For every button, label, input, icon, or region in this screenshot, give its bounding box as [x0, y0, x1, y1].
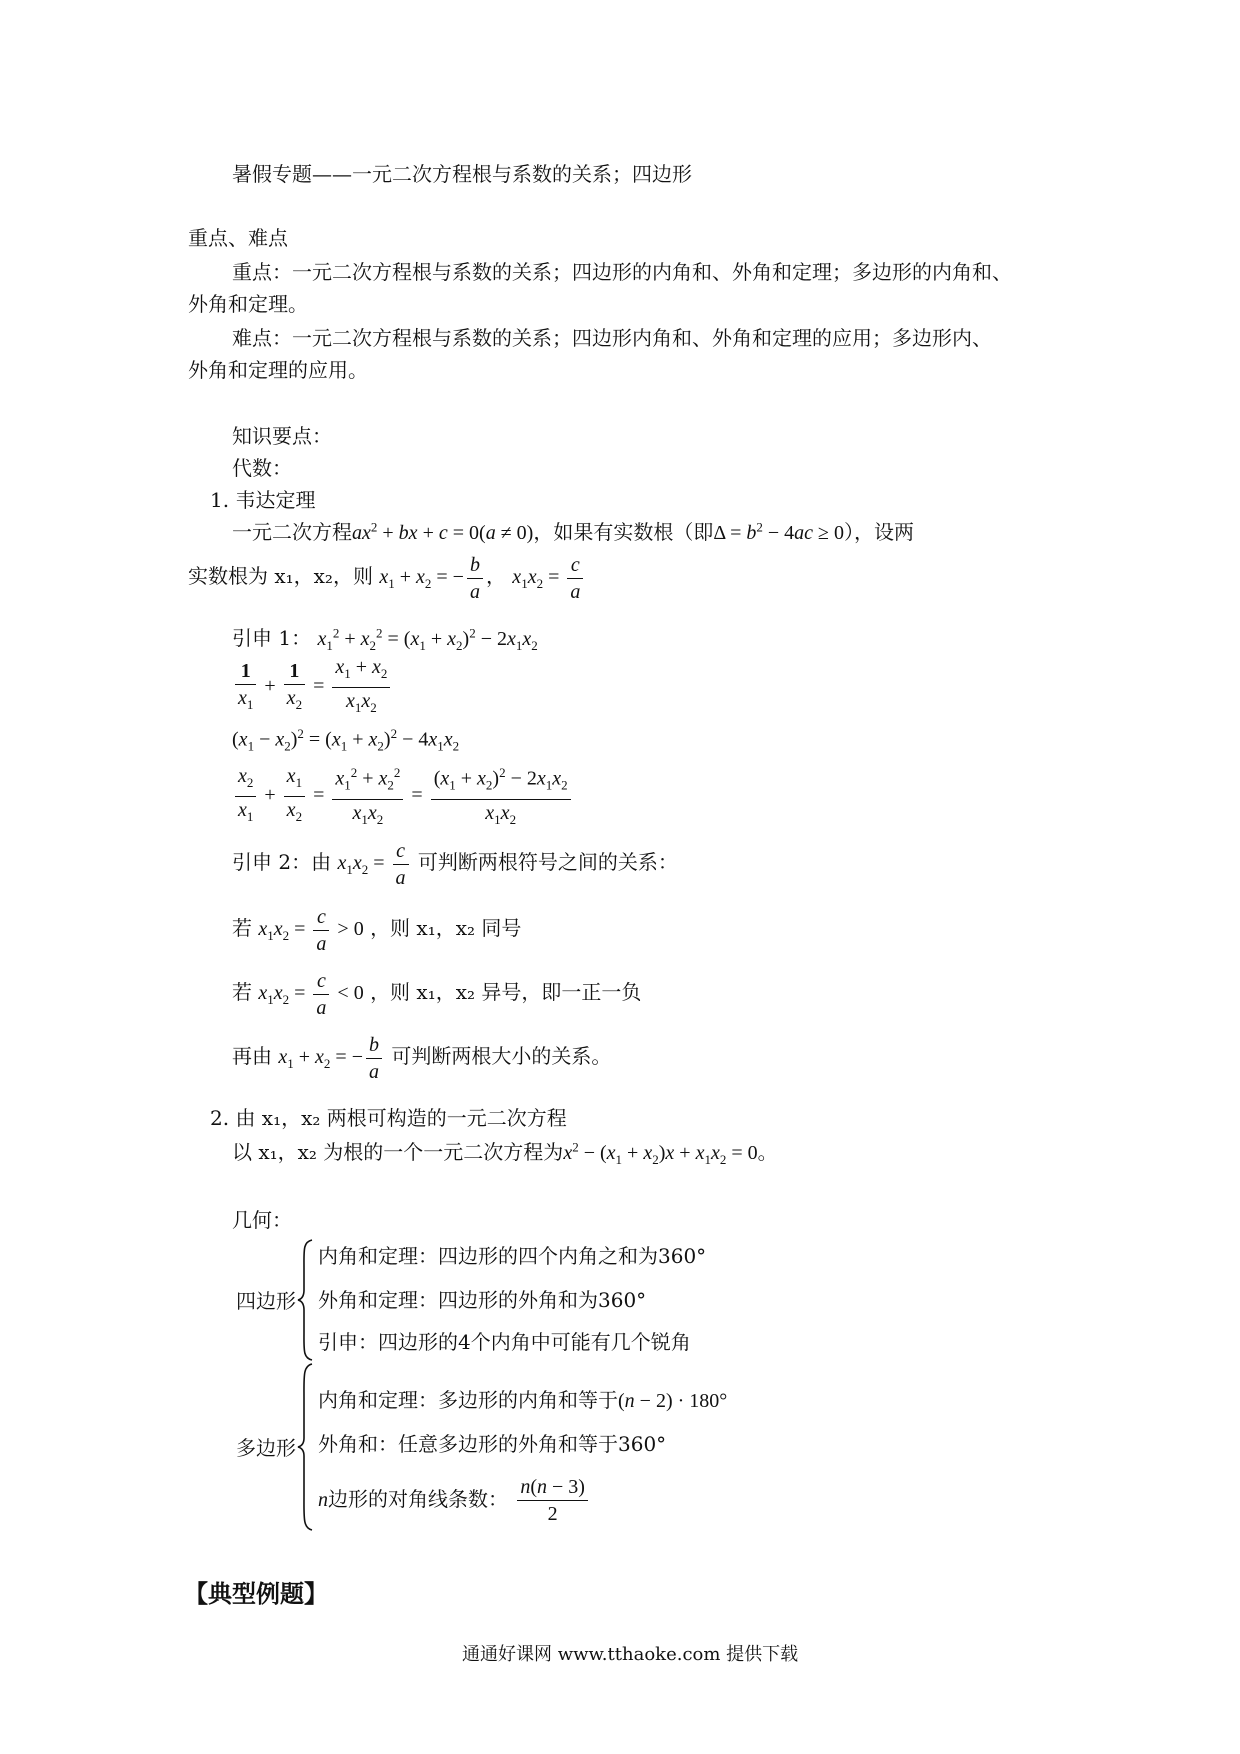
size-rule [232, 1032, 611, 1085]
product-formula: $x_1x_2$ = $\frac{c}{a}$ [337, 852, 411, 874]
diff-sign-rule [232, 968, 641, 1021]
polygon-brace [296, 1362, 316, 1532]
corollary-2-post: 可判断两根符号之间的关系： [417, 850, 678, 875]
polygon-interior-formula: (n − 2) · 180° [618, 1390, 728, 1412]
same-sign-rule [232, 904, 521, 957]
vieta-heading: 1. 韦达定理 [210, 488, 316, 512]
polygon-interior-angle [318, 1384, 727, 1413]
same-sign-post: ，则 x₁，x₂ 同号 [370, 916, 522, 941]
polygon-diagonals [318, 1474, 591, 1527]
sum-formula: $x_1 + x_2$ = − $\frac{b}{a}$ [278, 1046, 385, 1068]
corollary-1-label: 引申 1： [232, 626, 312, 650]
quadratic-equation: $ax^2$ + bx + c = 0(a ≠ 0) [352, 519, 534, 544]
key-point-text: 重点：一元二次方程根与系数的关系；四边形的内角和、外角和定理；多边形的内角和、 [232, 260, 1012, 284]
sum-of-roots: $x_1 + x_2$ = − $\frac{b}{a}$ [379, 566, 486, 588]
diagonal-n: n [318, 1489, 328, 1511]
difficult-point-text-cont: 外角和定理的应用。 [188, 358, 368, 382]
roots-formula: 实数根为 x₁，x₂，则 $x_1 + x_2$ = − $\frac{b}{a}$ ， $x_1x_2$ = $\frac{c}{a}$ [188, 552, 586, 605]
geometry-heading: 几何： [232, 1208, 292, 1232]
product-of-roots: $x_1x_2$ = $\frac{c}{a}$ [512, 566, 586, 588]
corollary-1 [232, 622, 538, 654]
same-sign-pre: 若 [232, 916, 252, 941]
quadrilateral-label: 四边形 [236, 1289, 296, 1313]
negative-product: $x_1x_2$ = $\frac{c}{a}$ < 0 [258, 970, 364, 1019]
diff-sign-pre: 若 [232, 980, 252, 1005]
constructed-equation: $x^2 - (x_1 + x_2)x + x_1x_2 = 0$ [563, 1139, 758, 1167]
key-point-text-cont: 外角和定理。 [188, 292, 308, 316]
ratio-sum-formula: $\frac{x_2}{x_1}$ + $\frac{x_1}{x_2}$ = $\frac{x_1^2 + x_2^2}{x_1x_2}$ = $\frac{(x_1 + x_2)^2 - 2x_1x_2}{x_1x_2}$ [232, 760, 574, 833]
polygon-exterior-angle: 外角和：任意多边形的外角和等于360° [318, 1432, 667, 1456]
construct-equation [232, 1136, 778, 1168]
size-post: 可判断两根大小的关系。 [391, 1044, 612, 1069]
roots-pre: 实数根为 x₁，x₂，则 [188, 564, 373, 589]
polygon-interior-pre: 内角和定理：多边形的内角和等于 [318, 1388, 618, 1412]
construct-pre: 以 x₁，x₂ 为根的一个一元二次方程为 [232, 1140, 564, 1164]
key-points-heading: 重点、难点 [188, 226, 288, 250]
size-pre: 再由 [232, 1044, 272, 1069]
diagonal-formula: $\frac{n(n - 3)}{2}$ [517, 1474, 588, 1527]
construct-post: 。 [757, 1140, 778, 1164]
vieta-statement [232, 516, 914, 545]
vieta-pre: 一元二次方程 [232, 520, 352, 544]
corollary-2 [232, 838, 678, 891]
quadrilateral-brace [296, 1238, 316, 1362]
difficult-point-text: 难点：一元二次方程根与系数的关系；四边形内角和、外角和定理的应用；多边形内、 [232, 326, 992, 350]
algebra-heading: 代数： [232, 456, 292, 480]
quad-interior-angle: 内角和定理：四边形的四个内角之和为360° [318, 1244, 707, 1268]
corollary-2-pre: 引申 2：由 [232, 850, 332, 875]
sum-of-squares-formula: $x_1^2 + x_2^2 = (x_1 + x_2)^2 - 2x_1x_2$ [317, 625, 538, 653]
vieta-mid: ，如果有实数根（即 [533, 520, 714, 544]
knowledge-heading: 知识要点： [232, 424, 332, 448]
reciprocal-sum-formula: $\frac{1}{x_1}$ + $\frac{1}{x_2}$ = $\frac{x_1 + x_2}{x_1x_2}$ [232, 654, 393, 721]
vieta-post: ），设两 [844, 520, 915, 544]
footer-text: 通通好课网 www.tthaoke.com 提供下载 [462, 1644, 799, 1665]
difference-square-formula: $(x_1 - x_2)^2 = (x_1 + x_2)^2 - 4x_1x_2$ [232, 726, 460, 754]
construct-heading: 2. 由 x₁，x₂ 两根可构造的一元二次方程 [210, 1106, 567, 1130]
diff-sign-post: ，则 x₁，x₂ 异号，即一正一负 [370, 980, 642, 1005]
positive-product: $x_1x_2$ = $\frac{c}{a}$ > 0 [258, 906, 364, 955]
page-title: 暑假专题——一元二次方程根与系数的关系；四边形 [232, 162, 692, 186]
quad-corollary: 引申：四边形的4个内角中可能有几个锐角 [318, 1330, 691, 1354]
polygon-diagonals-pre: 边形的对角线条数： [328, 1487, 508, 1511]
quad-exterior-angle: 外角和定理：四边形的外角和为360° [318, 1288, 647, 1312]
polygon-label: 多边形 [236, 1436, 296, 1460]
examples-heading: 【典型例题】 [184, 1580, 328, 1608]
discriminant: $\Delta = b^2 - 4ac \ge 0$ [713, 519, 845, 544]
